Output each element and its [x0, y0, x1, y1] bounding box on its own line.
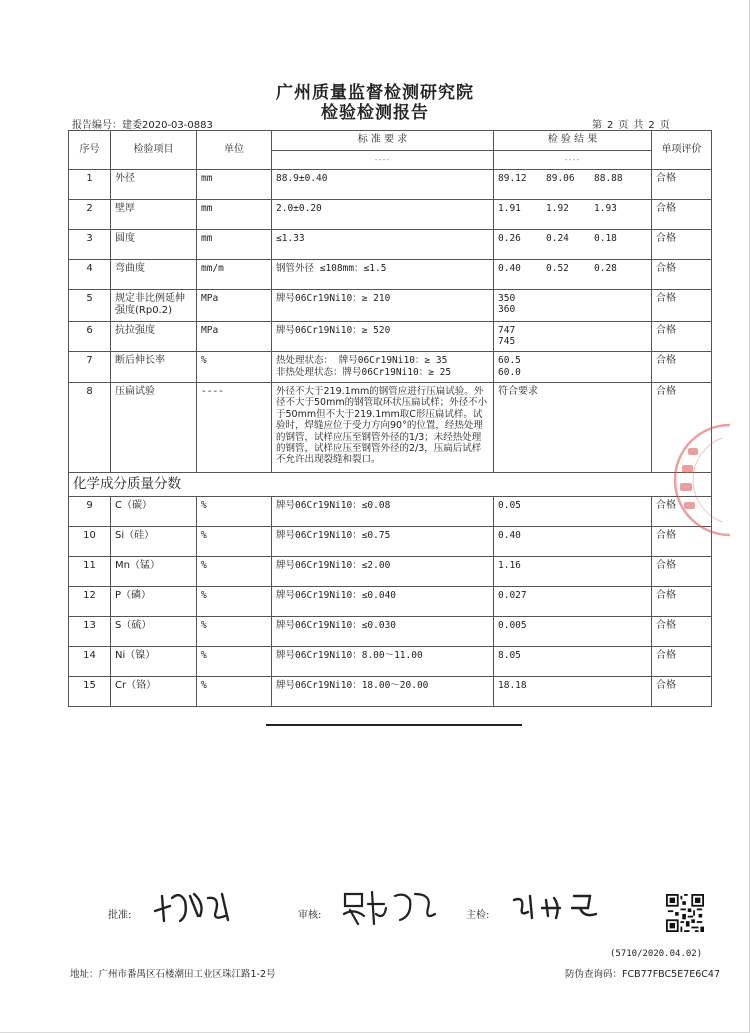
inspector-signature-icon [508, 886, 608, 926]
table-row: 15 Cr（铬） % 牌号06Cr19Ni10：18.00～20.00 18.18 合格 [69, 676, 712, 706]
table-row: 10 Si（硅） % 牌号06Cr19Ni10：≤0.75 0.40 合格 [69, 526, 712, 556]
table-row: 3 圆度 mm ≤1.33 0.26 0.24 0.18 合格 [69, 229, 712, 259]
report-code: (5710/2020.04.02) [610, 949, 703, 959]
page-indicator: 第 2 页 共 2 页 [592, 120, 670, 131]
header-item: 检验项目 [111, 131, 197, 170]
review-label: 审核: [298, 910, 322, 921]
anti-fake-code: 防伪查询码：FCB77FBC5E7E6C47 [565, 969, 721, 980]
table-row: 8 压扁试验 ---- 外径不大于219.1mm的钢管应进行压扁试验。外径不大于50mm的钢管取环状压扁试样；外径不小于50mm但不大于219.1mm取C形压扁试样。试验时，焊缝应位于受力方向90°的位置，经热处理的钢管，试样应压至钢管外径的1/3；未经热处理的钢管，试样应压至钢管外径的2/3，压扁后试样不允许出现裂缝和裂口。 符合要求 合格 [69, 383, 712, 473]
table-row: 14 Ni（镍） % 牌号06Cr19Ni10：8.00～11.00 8.05 合格 [69, 646, 712, 676]
table-row: 6 抗拉强度 MPa 牌号06Cr19Ni10：≥ 520 747745 合格 [69, 321, 712, 352]
table-row: 9 C（碳） % 牌号06Cr19Ni10：≤0.08 0.05 合格 [69, 496, 712, 526]
table-row: 2 壁厚 mm 2.0±0.20 1.91 1.92 1.93 合格 [69, 199, 712, 229]
report-number: 报告编号：建委2020-03-0883 [72, 120, 213, 131]
approve-label: 批准: [108, 910, 132, 921]
header-result: 检 验 结 果 [494, 131, 652, 151]
table-row: 4 弯曲度 mm/m 钢管外径 ≤108mm：≤1.5 0.40 0.52 0.28 合格 [69, 259, 712, 289]
reviewer-signature-icon [340, 886, 440, 926]
inspect-label: 主检: [466, 910, 490, 921]
section-row [69, 473, 712, 497]
section-title: 化学成分质量分数 [69, 473, 712, 497]
table-header-row [69, 131, 712, 151]
table-row: 5 规定非比例延伸强度(Rp0.2) MPa 牌号06Cr19Ni10：≥ 210 350360 合格 [69, 289, 712, 321]
end-of-report-line [266, 724, 522, 726]
table-row: 12 P（磷） % 牌号06Cr19Ni10：≤0.040 0.027 合格 [69, 586, 712, 616]
header-unit: 单位 [197, 131, 272, 170]
institute-name: 广州质量监督检测研究院 [276, 83, 474, 103]
inspection-table [68, 130, 712, 707]
table-row: 1 外径 mm 88.9±0.40 89.12 89.06 88.88 合格 [69, 169, 712, 199]
address: 地址：广州市番禺区石楼潮田工业区珠江路1-2号 [70, 969, 276, 980]
header-seq: 序号 [69, 131, 111, 170]
table-row: 11 Mn（锰） % 牌号06Cr19Ni10：≤2.00 1.16 合格 [69, 556, 712, 586]
table-row: 7 断后伸长率 % 热处理状态： 牌号06Cr19Ni10：≥ 35 非热处理状态：牌号06Cr19Ni10：≥ 25 60.560.0 合格 [69, 352, 712, 383]
seal-stamp-icon [660, 420, 735, 540]
header-eval: 单项评价 [652, 131, 712, 170]
qr-code-icon [666, 894, 704, 932]
table-row: 13 S（硫） % 牌号06Cr19Ni10：≤0.030 0.005 合格 [69, 616, 712, 646]
approver-signature-icon [150, 886, 240, 926]
header-standard-sub: ---- [272, 150, 494, 169]
header-result-sub: ---- [494, 150, 652, 169]
report-title: 检验检测报告 [321, 103, 429, 123]
header-standard: 标 准 要 求 [272, 131, 494, 151]
